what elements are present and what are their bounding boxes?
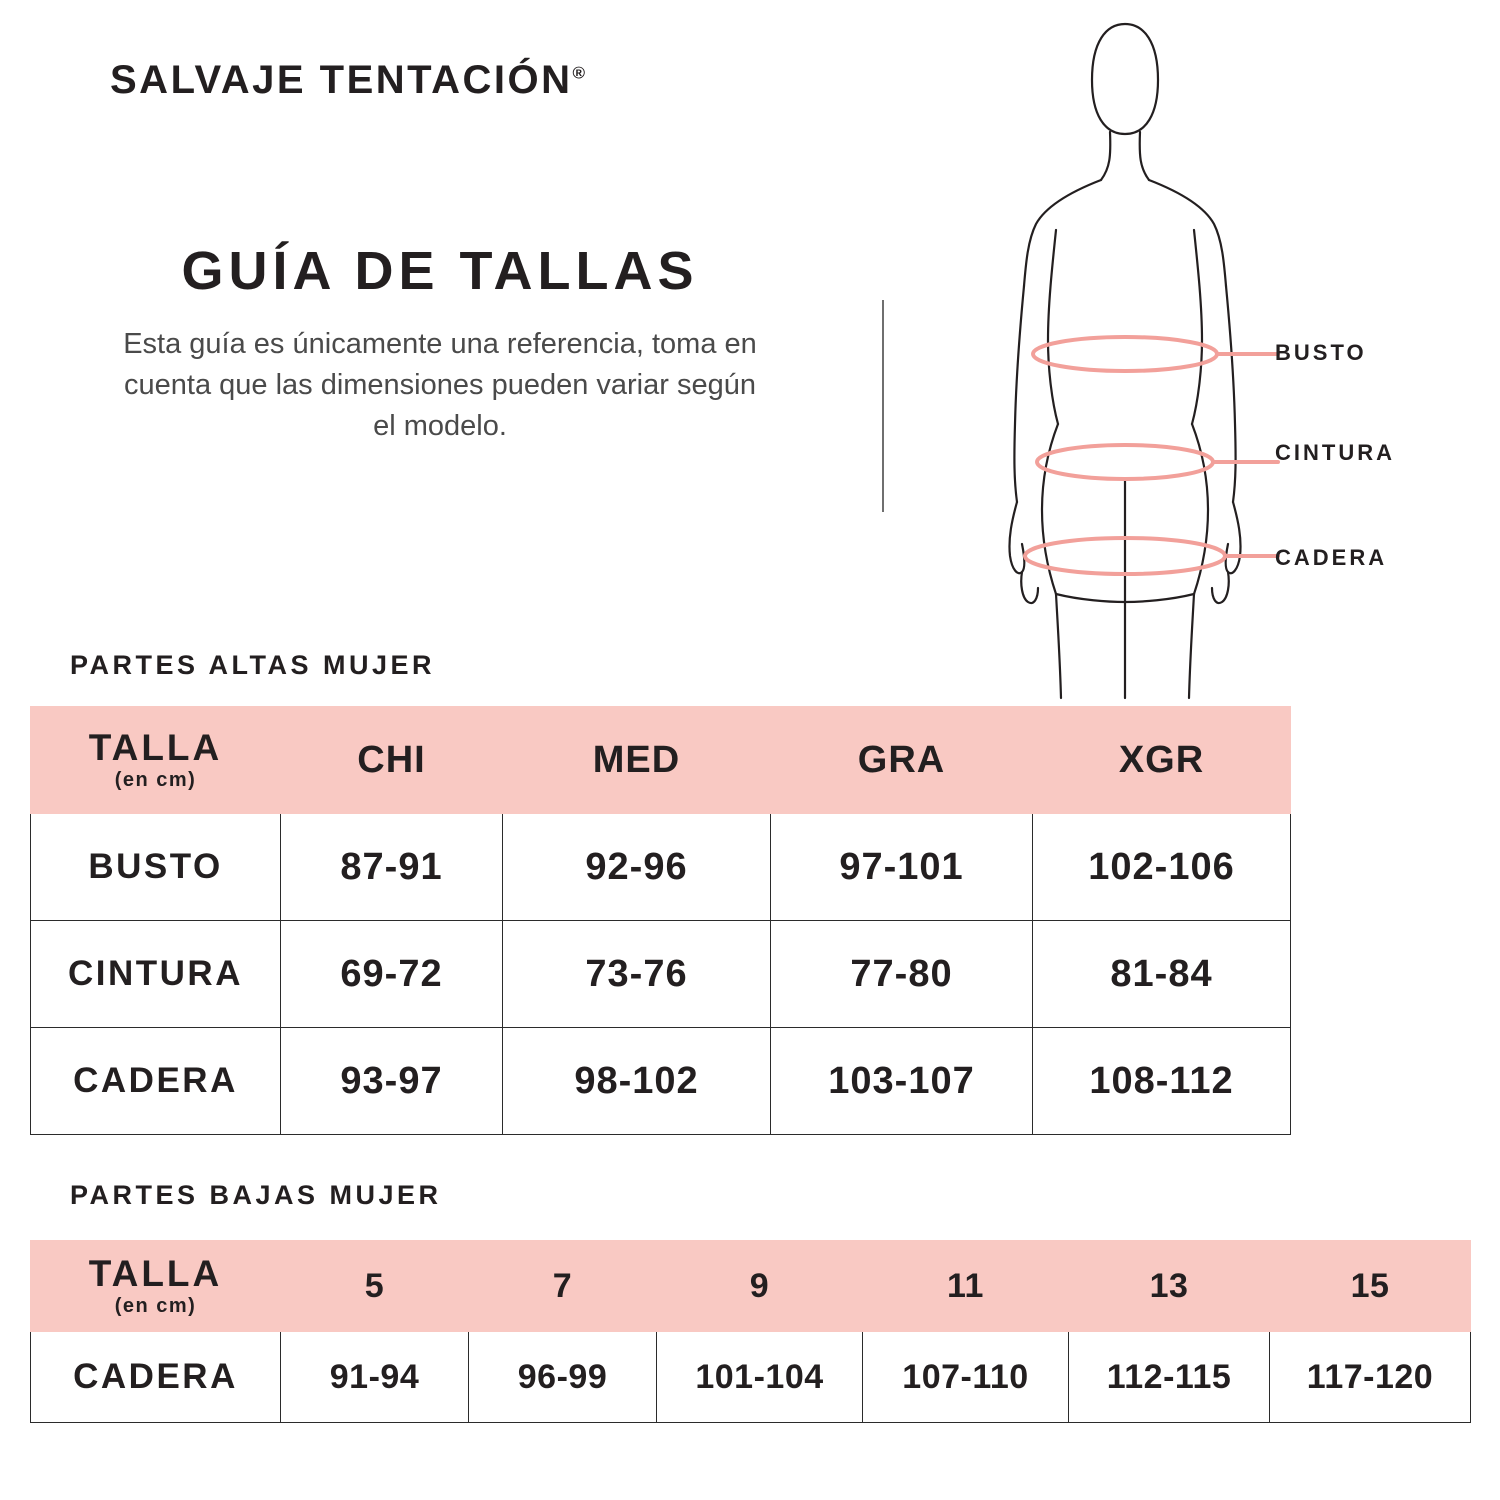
column-header-unit-note: (en cm) — [114, 1294, 197, 1317]
column-header-9: 9 — [657, 1241, 863, 1332]
cell-cadera-med: 98-102 — [503, 1028, 771, 1135]
column-header-chi: CHI — [281, 707, 503, 814]
table-upper-body — [30, 706, 1291, 1135]
cell-busto-xgr: 102-106 — [1033, 814, 1291, 921]
cell-cadera-xgr: 108-112 — [1033, 1028, 1291, 1135]
page-title: GUÍA DE TALLAS — [181, 241, 699, 301]
cell-cadera-13: 112-115 — [1069, 1332, 1270, 1423]
column-header-11: 11 — [863, 1241, 1069, 1332]
row-label-cintura: CINTURA — [31, 921, 281, 1028]
intro-description: Esta guía es únicamente una referencia, toma en cuenta que las dimensiones pueden variar según el modelo. — [123, 328, 757, 443]
table-row — [31, 1028, 1291, 1135]
table-lower-body — [30, 1240, 1471, 1423]
column-header-5: 5 — [281, 1241, 469, 1332]
intro-block — [60, 240, 820, 448]
column-header-med: MED — [503, 707, 771, 814]
brand-logo — [110, 58, 585, 103]
column-header-talla — [31, 707, 281, 814]
cell-busto-chi: 87-91 — [281, 814, 503, 921]
brand-name: SALVAJE TENTACIÓN — [110, 58, 573, 102]
row-label-cadera: CADERA — [31, 1332, 281, 1423]
cell-cintura-chi: 69-72 — [281, 921, 503, 1028]
cell-busto-gra: 97-101 — [771, 814, 1033, 921]
section-title-upper: PARTES ALTAS MUJER — [70, 650, 436, 680]
cell-cadera-7: 96-99 — [469, 1332, 657, 1423]
cell-cintura-med: 73-76 — [503, 921, 771, 1028]
column-header-7: 7 — [469, 1241, 657, 1332]
cell-cadera-15: 117-120 — [1270, 1332, 1471, 1423]
column-header-talla-label: TALLA — [88, 1253, 223, 1295]
cell-cadera-11: 107-110 — [863, 1332, 1069, 1423]
cell-cintura-xgr: 81-84 — [1033, 921, 1291, 1028]
column-header-talla — [31, 1241, 281, 1332]
figure-label-cintura: CINTURA — [1275, 440, 1395, 465]
cell-cintura-gra: 77-80 — [771, 921, 1033, 1028]
table-header-row — [31, 1241, 1471, 1332]
figure-label-cadera: CADERA — [1275, 545, 1388, 570]
column-header-xgr: XGR — [1033, 707, 1291, 814]
table-row — [31, 814, 1291, 921]
column-header-13: 13 — [1069, 1241, 1270, 1332]
body-figure — [960, 10, 1290, 710]
table-row — [31, 921, 1291, 1028]
vertical-divider — [882, 300, 884, 512]
cell-cadera-gra: 103-107 — [771, 1028, 1033, 1135]
section-title-lower: PARTES BAJAS MUJER — [70, 1180, 442, 1210]
cell-cadera-chi: 93-97 — [281, 1028, 503, 1135]
cell-cadera-5: 91-94 — [281, 1332, 469, 1423]
table-row — [31, 1332, 1471, 1423]
figure-label-busto: BUSTO — [1275, 340, 1367, 365]
row-label-busto: BUSTO — [31, 814, 281, 921]
column-header-gra: GRA — [771, 707, 1033, 814]
column-header-15: 15 — [1270, 1241, 1471, 1332]
table-header-row — [31, 707, 1291, 814]
registered-mark: ® — [572, 63, 586, 83]
cell-cadera-9: 101-104 — [657, 1332, 863, 1423]
row-label-cadera: CADERA — [31, 1028, 281, 1135]
column-header-unit-note: (en cm) — [114, 768, 197, 791]
cell-busto-med: 92-96 — [503, 814, 771, 921]
column-header-talla-label: TALLA — [88, 727, 223, 769]
